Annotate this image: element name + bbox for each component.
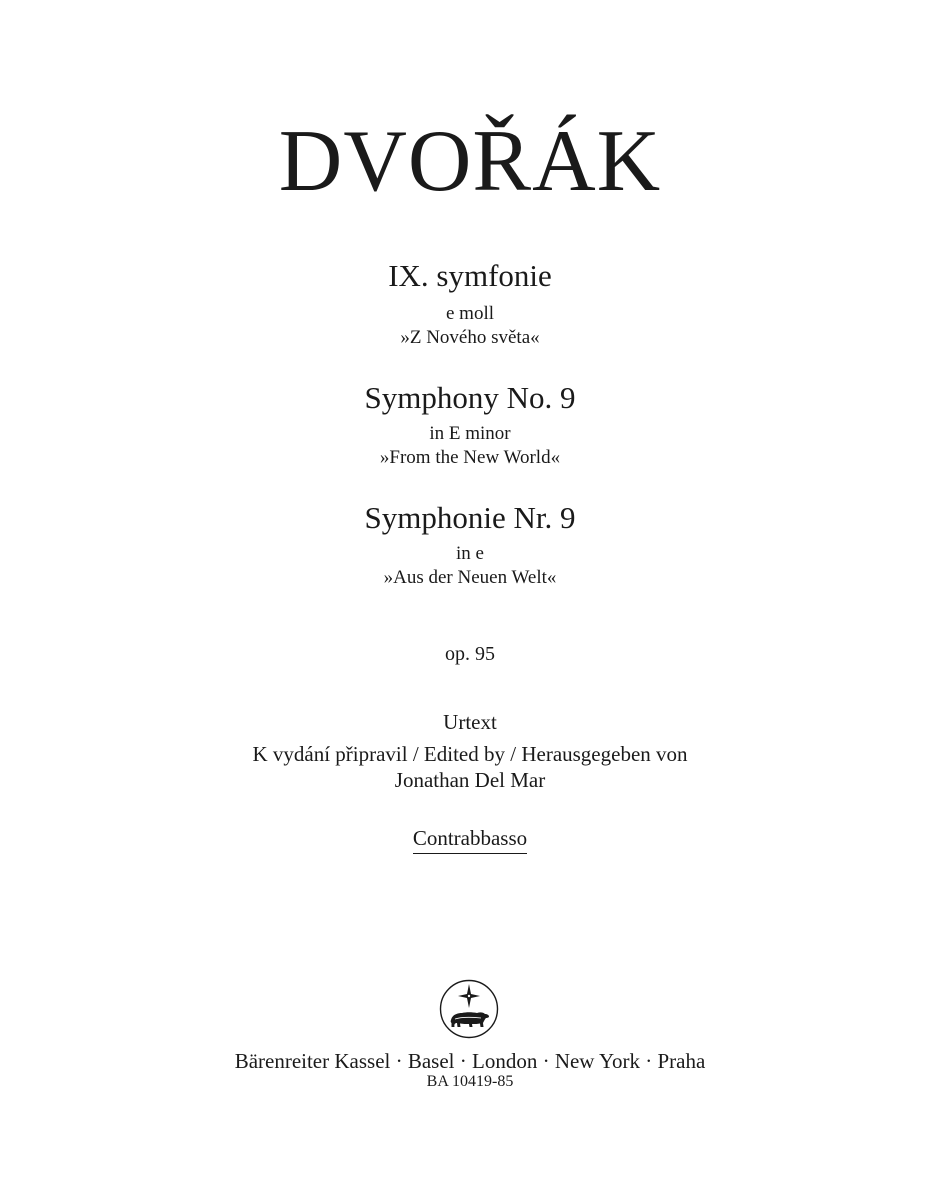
bear-star-logo-icon bbox=[439, 979, 499, 1039]
instrument-name: Contrabbasso bbox=[413, 828, 527, 854]
composer-name: DVOŘÁK bbox=[278, 113, 662, 210]
german-title: Symphonie Nr. 9 bbox=[364, 500, 576, 535]
czech-nickname: »Z Nového světa« bbox=[400, 327, 540, 348]
czech-key: e moll bbox=[445, 303, 495, 324]
instrument-container bbox=[0, 828, 940, 854]
czech-title: IX. symfonie bbox=[388, 258, 552, 293]
catalog-number: BA 10419-85 bbox=[426, 1073, 514, 1090]
publisher-line: Bärenreiter Kassel · Basel · London · New York · Praha bbox=[234, 1049, 706, 1073]
english-title: Symphony No. 9 bbox=[364, 380, 576, 415]
english-key: in E minor bbox=[429, 423, 511, 444]
german-nickname: »Aus der Neuen Welt« bbox=[383, 567, 557, 588]
english-nickname: »From the New World« bbox=[379, 447, 561, 468]
opus-number: op. 95 bbox=[445, 643, 495, 665]
urtext-label: Urtext bbox=[443, 710, 497, 734]
editors-line: K vydání připravil / Edited by / Herausgegeben von bbox=[252, 742, 688, 766]
editor-name: Jonathan Del Mar bbox=[394, 768, 546, 792]
german-key: in e bbox=[456, 543, 484, 564]
